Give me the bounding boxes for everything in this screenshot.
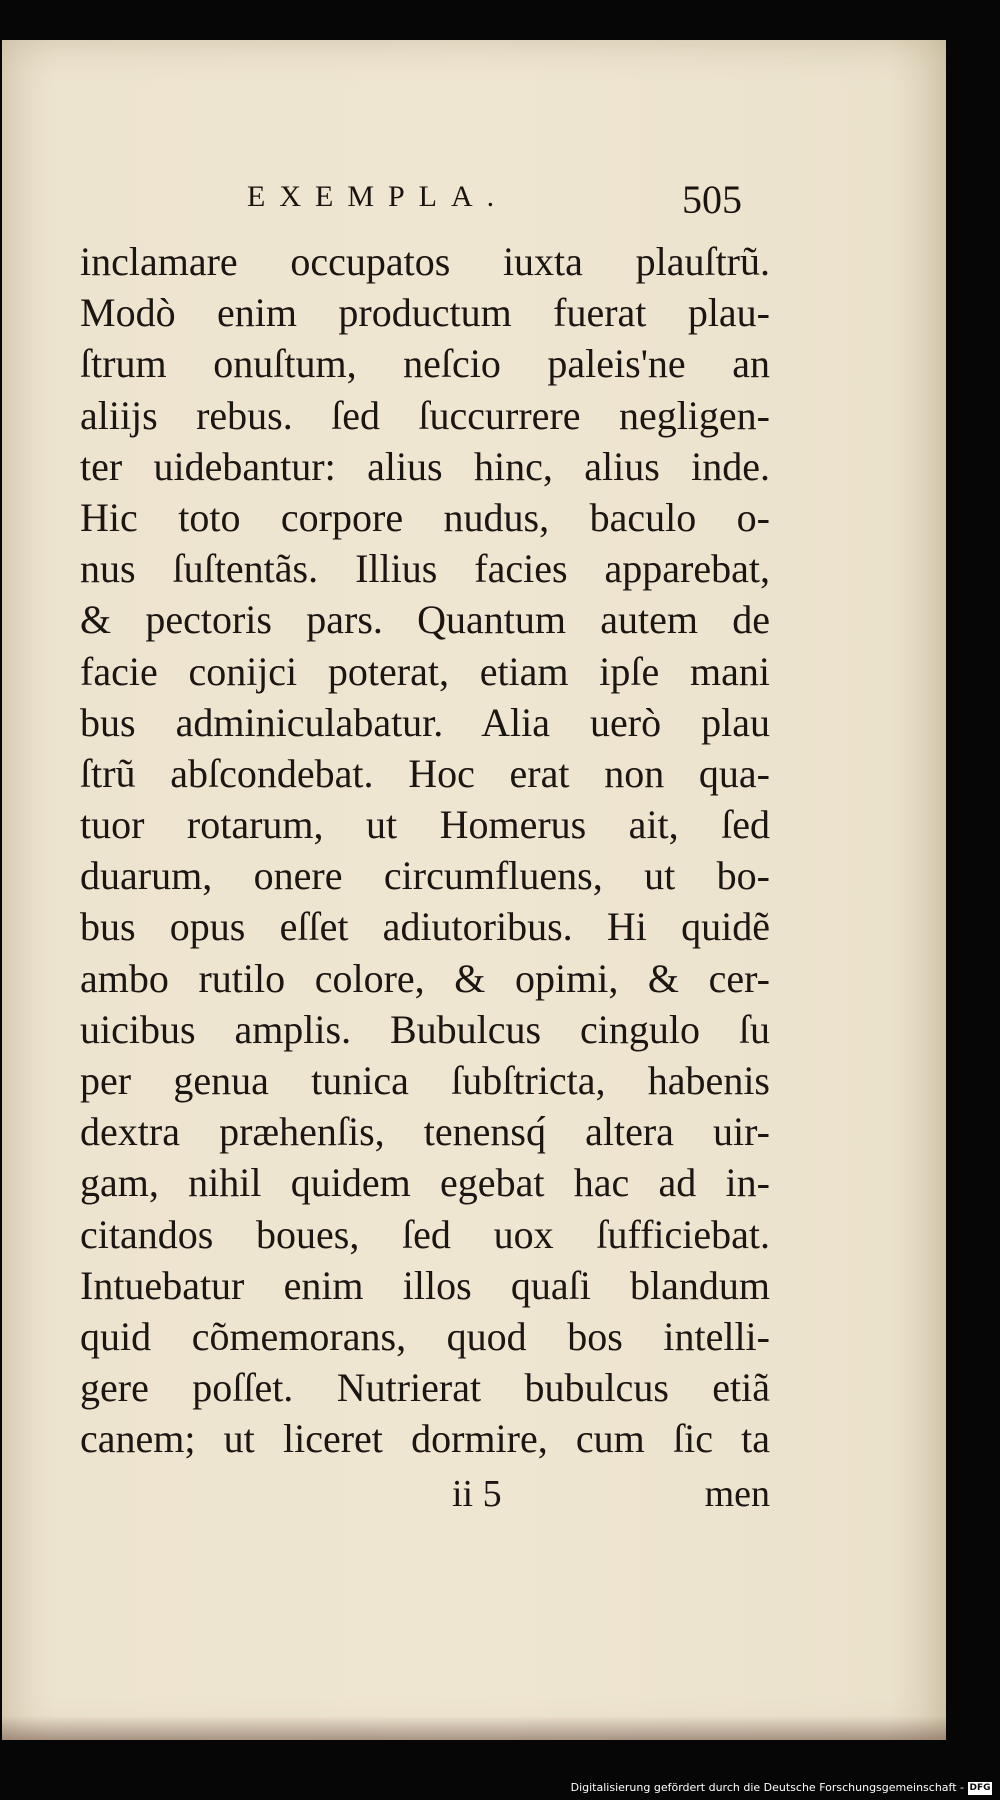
book-page xyxy=(2,40,946,1740)
text-line: Intuebatur enim illos quaſi blandum xyxy=(80,1262,770,1308)
page-number: 505 xyxy=(682,177,742,222)
running-head xyxy=(247,138,747,222)
text-line: gere poſſet. Nutrierat bubulcus etiã xyxy=(80,1365,770,1411)
text-line: ſtrũ abſcondebat. Hoc erat non qua- xyxy=(80,750,770,796)
text-line: gam, nihil quidem egebat hac ad in- xyxy=(80,1160,770,1206)
digitization-credit: Digitalisierung gefördert durch die Deutsche Forschungsgemeinschaft - xyxy=(570,1781,964,1794)
catchword: men xyxy=(704,1473,770,1515)
page-edge-shadow xyxy=(2,1716,946,1740)
text-line: ambo rutilo colore, & opimi, & cer- xyxy=(80,955,770,1001)
text-block xyxy=(80,236,770,1465)
text-line: citandos boues, ſed uox ſufficiebat. xyxy=(80,1211,770,1257)
running-title: EXEMPLA. xyxy=(247,180,509,213)
text-line: tuor rotarum, ut Homerus ait, ſed xyxy=(80,802,770,848)
text-line: duarum, onere circumfluens, ut bo- xyxy=(80,853,770,899)
text-line: facie conĳci poterat, etiam ipſe mani xyxy=(80,648,770,694)
text-line: Modò enim productum fuerat plau- xyxy=(80,290,770,336)
text-line: ſtrum onuſtum, neſcio paleis'ne an xyxy=(80,341,770,387)
text-line: bus opus eſſet adiutoribus. Hi quidẽ xyxy=(80,904,770,950)
text-line: inclamare occupatos iuxta plauſtrũ. xyxy=(80,239,770,284)
text-line: uicibus amplis. Bubulcus cingulo ſu xyxy=(80,1006,770,1052)
catchline xyxy=(452,1472,770,1522)
signature-mark: ii 5 xyxy=(452,1473,502,1515)
text-line: per genua tunica ſubſtricta, habenis xyxy=(80,1058,770,1103)
dfg-logo: DFG xyxy=(969,1783,991,1793)
text-line: bus adminiculabatur. Alia uerò plau xyxy=(80,699,770,745)
text-line: canem; ut liceret dormire, cum ſic ta xyxy=(80,1416,770,1462)
text-line: nus ſuſtentãs. Illius facies apparebat, xyxy=(80,546,770,592)
text-line: & pectoris pars. Quantum autem de xyxy=(80,597,770,643)
text-line: dextra præhenſis, tenensq́ altera uir- xyxy=(80,1109,770,1155)
text-line: aliĳs rebus. ſed ſuccurrere negligen- xyxy=(80,392,770,438)
text-line: Hic toto corpore nudus, baculo o- xyxy=(80,494,770,540)
text-line: quid cõmemorans, quod bos intelli- xyxy=(80,1313,770,1359)
text-line: ter uidebantur: alius hinc, alius inde. xyxy=(80,443,770,489)
